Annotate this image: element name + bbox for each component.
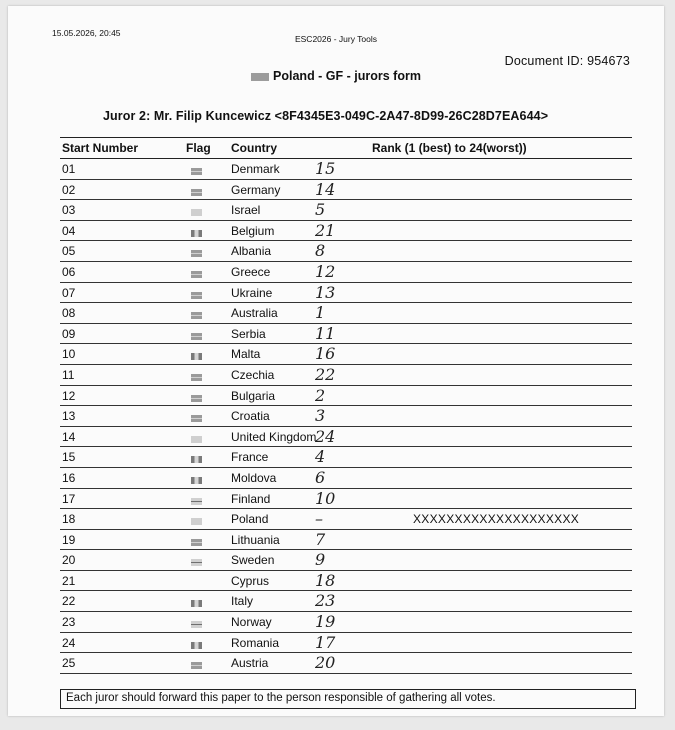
start-number: 21 <box>62 573 76 588</box>
country-flag-icon <box>191 230 202 237</box>
table-row <box>60 406 632 427</box>
table-row <box>60 509 632 530</box>
handwritten-rank[interactable]: 4 <box>315 447 326 467</box>
table-row <box>60 303 632 324</box>
country-flag-icon <box>191 662 202 669</box>
start-number: 22 <box>62 594 76 609</box>
start-number: 06 <box>62 264 76 279</box>
table-row <box>60 612 632 633</box>
handwritten-rank[interactable]: 16 <box>315 344 336 364</box>
paper-sheet <box>8 6 664 716</box>
header-start-number: Start Number <box>62 141 139 155</box>
country-name: United Kingdom <box>231 429 317 444</box>
table-row <box>60 324 632 345</box>
country-name: Belgium <box>231 223 275 238</box>
handwritten-rank[interactable]: 12 <box>315 261 336 281</box>
handwritten-rank[interactable]: 20 <box>315 653 336 673</box>
country-flag-icon <box>191 209 202 216</box>
start-number: 08 <box>62 306 76 321</box>
table-row <box>60 221 632 242</box>
country-flag-icon <box>191 518 202 525</box>
country-flag-icon <box>191 271 202 278</box>
country-flag-icon <box>191 642 202 649</box>
start-number: 20 <box>62 553 76 568</box>
country-name: France <box>231 450 269 465</box>
country-flag-icon <box>191 580 202 587</box>
start-number: 04 <box>62 223 76 238</box>
handwritten-rank[interactable]: 18 <box>315 570 336 590</box>
country-flag-icon <box>191 621 202 628</box>
table-row <box>60 180 632 201</box>
start-number: 01 <box>62 162 76 176</box>
country-name: Denmark <box>231 162 280 176</box>
start-number: 15 <box>62 450 76 465</box>
jury-table <box>60 137 632 674</box>
app-title: ESC2026 - Jury Tools <box>294 34 378 44</box>
start-number: 23 <box>62 615 76 630</box>
country-name: Poland <box>231 512 269 527</box>
handwritten-rank[interactable]: 13 <box>315 282 336 302</box>
start-number: 24 <box>62 635 76 650</box>
handwritten-rank[interactable]: 21 <box>315 220 336 240</box>
form-title: Poland - GF - jurors form <box>273 69 421 83</box>
juror-line: Juror 2: Mr. Filip Kuncewicz <8F4345E3-049C-2A47-8D99-26C28D7EA644> <box>103 109 549 123</box>
table-row <box>60 653 632 674</box>
country-name: Israel <box>231 203 261 218</box>
table-row <box>60 427 632 448</box>
start-number: 17 <box>62 491 76 506</box>
table-row <box>60 344 632 365</box>
document-id: Document ID: 954673 <box>504 54 630 68</box>
print-datetime: 15.05.2026, 20:45 <box>52 28 121 38</box>
handwritten-rank[interactable]: 7 <box>315 529 326 549</box>
country-flag-icon <box>191 189 202 196</box>
handwritten-rank[interactable]: 23 <box>315 591 336 611</box>
table-row <box>60 489 632 510</box>
handwritten-rank[interactable]: 5 <box>315 200 326 220</box>
country-flag-icon <box>191 477 202 484</box>
country-name: Greece <box>231 264 271 279</box>
table-row <box>60 468 632 489</box>
handwritten-rank[interactable]: 6 <box>315 467 326 487</box>
form-title-line <box>8 69 664 83</box>
start-number: 11 <box>62 367 75 382</box>
table-row <box>60 571 632 592</box>
table-row <box>60 365 632 386</box>
footer-note-box <box>60 689 636 709</box>
country-flag-icon <box>191 312 202 319</box>
country-flag-icon <box>191 333 202 340</box>
handwritten-rank[interactable]: 24 <box>315 426 336 446</box>
handwritten-rank[interactable]: 8 <box>315 241 326 261</box>
country-flag-icon <box>191 168 202 175</box>
country-flag-icon <box>191 498 202 505</box>
country-flag-icon <box>191 374 202 381</box>
handwritten-rank[interactable]: – <box>315 509 323 529</box>
country-name: Italy <box>231 594 254 609</box>
start-number: 10 <box>62 347 76 362</box>
start-number: 19 <box>62 532 76 547</box>
country-name: Bulgaria <box>231 388 276 403</box>
country-flag-icon <box>191 539 202 546</box>
poland-flag-icon <box>251 73 269 81</box>
table-row <box>60 200 632 221</box>
table-row <box>60 447 632 468</box>
handwritten-rank[interactable]: 3 <box>315 406 326 426</box>
country-name: Moldova <box>231 470 277 485</box>
handwritten-rank[interactable]: 19 <box>315 612 336 632</box>
start-number: 02 <box>62 182 76 197</box>
country-name: Albania <box>231 244 272 259</box>
country-name: Lithuania <box>231 532 280 547</box>
footer-note: Each juror should forward this paper to the person responsible of gathering all votes. <box>66 692 496 704</box>
country-name: Malta <box>231 347 261 362</box>
start-number: 18 <box>62 512 76 527</box>
handwritten-rank[interactable]: 2 <box>315 385 326 405</box>
start-number: 16 <box>62 470 76 485</box>
country-flag-icon <box>191 292 202 299</box>
table-row <box>60 386 632 407</box>
country-name: Finland <box>231 491 271 506</box>
table-row <box>60 241 632 262</box>
country-name: Australia <box>231 306 278 321</box>
table-body <box>60 159 632 674</box>
start-number: 25 <box>62 656 76 671</box>
country-flag-icon <box>191 395 202 402</box>
handwritten-rank[interactable]: 17 <box>315 632 336 652</box>
country-flag-icon <box>191 559 202 566</box>
handwritten-rank[interactable]: 10 <box>315 488 336 508</box>
table-header <box>60 137 632 159</box>
handwritten-rank[interactable]: 11 <box>315 323 336 343</box>
table-row <box>60 283 632 304</box>
handwritten-rank[interactable]: 14 <box>315 179 336 199</box>
start-number: 05 <box>62 244 76 259</box>
country-flag-icon <box>191 456 202 463</box>
start-number: 13 <box>62 409 76 424</box>
start-number: 07 <box>62 285 76 300</box>
country-flag-icon <box>191 436 202 443</box>
table-row <box>60 591 632 612</box>
handwritten-rank[interactable]: 15 <box>315 159 336 178</box>
country-flag-icon <box>191 353 202 360</box>
table-row <box>60 550 632 571</box>
handwritten-rank[interactable]: 9 <box>315 550 326 570</box>
country-name: Serbia <box>231 326 266 341</box>
country-flag-icon <box>191 250 202 257</box>
country-flag-icon <box>191 600 202 607</box>
header-country: Country <box>231 141 277 155</box>
handwritten-rank[interactable]: 22 <box>315 364 336 384</box>
country-name: Sweden <box>231 553 275 568</box>
start-number: 12 <box>62 388 76 403</box>
start-number: 14 <box>62 429 76 444</box>
table-row <box>60 159 632 180</box>
country-name: Austria <box>231 656 269 671</box>
start-number: 09 <box>62 326 76 341</box>
own-country-strike: XXXXXXXXXXXXXXXXXXXX <box>413 512 580 527</box>
table-row <box>60 633 632 654</box>
header-flag: Flag <box>186 141 211 155</box>
country-name: Cyprus <box>231 573 270 588</box>
country-name: Norway <box>231 615 272 630</box>
country-name: Germany <box>231 182 281 197</box>
table-row <box>60 262 632 283</box>
country-name: Czechia <box>231 367 275 382</box>
country-flag-icon <box>191 415 202 422</box>
country-name: Romania <box>231 635 280 650</box>
header-rank: Rank (1 (best) to 24(worst)) <box>372 141 527 155</box>
country-name: Ukraine <box>231 285 273 300</box>
start-number: 03 <box>62 203 76 218</box>
handwritten-rank[interactable]: 1 <box>315 303 326 323</box>
table-row <box>60 530 632 551</box>
country-name: Croatia <box>231 409 270 424</box>
